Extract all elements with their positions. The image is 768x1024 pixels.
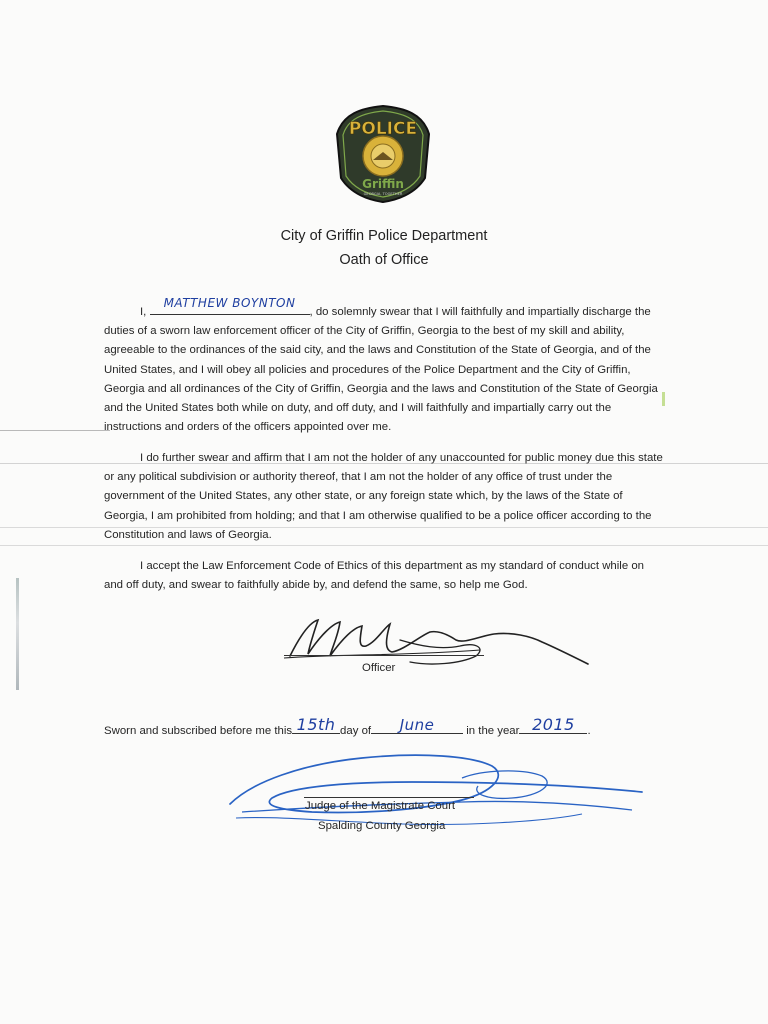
sworn-suffix: .	[587, 725, 591, 737]
badge-motto: GEORGIA, TOGETHER	[363, 192, 403, 196]
month-handwritten: June	[399, 716, 435, 734]
officer-name-handwritten: MATTHEW BOYNTON	[163, 295, 296, 310]
day-handwritten: 15th	[296, 715, 336, 734]
officer-name-field	[150, 295, 310, 315]
month-field	[371, 716, 463, 734]
scan-artifact-line	[0, 430, 110, 431]
scan-edge-mark	[16, 578, 19, 690]
judge-signature-line	[304, 797, 474, 798]
badge-bottom-text: Griffin	[362, 177, 404, 191]
sworn-statement	[104, 715, 591, 737]
year-field	[519, 715, 587, 734]
officer-signature-line	[284, 655, 484, 656]
officer-label: Officer	[362, 662, 396, 674]
oath-paragraph-1-text: , do solemnly swear that I will faithfully and impartially discharge the duties of a sworn law enforcement officer of the City of Griffin, Georgia to the best of my skill and ability, agreeable to the ordinances of the said city, and the laws and Constitution of the State of Georgia, and of the United States, and I will obey all policies and procedures of the Police Department and the City of Griffin, Georgia and all ordinances of the City of Griffin, Georgia and the laws and Constitution of the State of Georgia and the United States both while on duty, and off duty, and I will faithfully and impartially carry out the instructions and orders of the officers appointed over me.	[104, 306, 658, 434]
day-field	[292, 715, 340, 734]
year-label: in the year	[466, 725, 520, 737]
officer-signature	[280, 606, 600, 676]
oath-paragraph-2	[104, 449, 664, 545]
scan-artifact-line	[0, 545, 768, 546]
sworn-prefix: Sworn and subscribed before me this	[104, 725, 293, 737]
oath-paragraph-1	[104, 295, 664, 437]
judge-signature	[222, 742, 682, 834]
document-title: City of Griffin Police Department	[280, 228, 488, 244]
day-of-label: day of	[340, 725, 372, 737]
year-handwritten: 2015	[532, 715, 575, 734]
oath-paragraph-2-text: I do further swear and affirm that I am not the holder of any unaccounted for public money due this state or any political subdivision or authority thereof, that I am not the holder of any office of trust under the government of the United States, any other state, or any foreign state which, by the laws of the State of Georgia, I am prohibited from holding; and that I am otherwise qualified to be a police officer according to the Constitution and laws of Georgia.	[104, 452, 663, 541]
oath-prefix: I,	[140, 306, 147, 318]
badge-top-text: POLICE	[348, 119, 418, 139]
document-subtitle: Oath of Office	[339, 252, 429, 268]
police-badge-logo	[335, 104, 431, 204]
judge-label: Judge of the Magistrate Court	[305, 800, 456, 812]
oath-paragraph-3	[104, 557, 664, 595]
oath-paragraph-3-text: I accept the Law Enforcement Code of Ethics of this department as my standard of conduct while on and off duty, and swear to faithfully abide by, and defend the same, so help me God.	[104, 560, 644, 592]
county-label: Spalding County Georgia	[318, 820, 446, 832]
